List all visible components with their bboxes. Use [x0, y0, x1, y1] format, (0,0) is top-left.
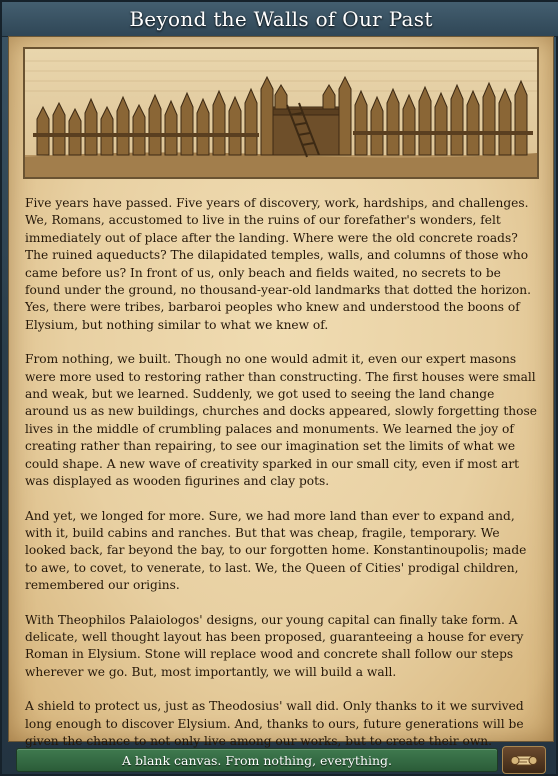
- event-footer: [8, 744, 554, 774]
- paragraph-3: And yet, we longed for more. Sure, we had more land than ever to expand and, with it, build cabins and ranches. But that was cheap, fragile, temporary. We looked back, far beyond the bay, to our forgotten home. Konstantinoupolis; made to awe, to covet, to venerate, to last. We, the Queen of Cities' prodigal children, remembered our origins.: [25, 508, 527, 593]
- parchment-panel: [8, 36, 554, 748]
- paragraph-5: A shield to protect us, just as Theodosius' wall did. Only thanks to it we survived long enough to discover Elysium. And, thanks to ours, future generations will be given the chance to not only live among our works, but to create their own.: [25, 699, 524, 748]
- event-option-button[interactable]: [16, 748, 498, 772]
- event-option-label: A blank canvas. From nothing, everything.: [121, 752, 393, 768]
- paragraph-4: With Theophilos Palaiologos' designs, our young capital can finally take form. A delicate, well thought layout has been proposed, guaranteeing a house for every Roman in Elysium. Stone will replace wood and concrete shall follow our steps wherever we go. But, most importantly, we will build a wall.: [25, 612, 524, 679]
- event-title: Beyond the Walls of Our Past: [129, 7, 433, 31]
- wooden-palisade-illustration: [25, 49, 537, 177]
- paragraph-2: From nothing, we built. Though no one would admit it, even our expert masons were more used to restoring rather than constructing. The first houses were small and weak, but we learned. Suddenly, we got used to seeing the land change around us as new buildings, churches and docks appeared, slowly forgetting those lives in the middle of crumbling palaces and monuments. We learned the joy of creating rather than repairing, to see our imagination set the limits of what we could shape. A new wave of creativity sparked in our small city, even if most art was displayed as wooden figurines and clay pots.: [25, 352, 537, 489]
- close-scroll-button[interactable]: [502, 746, 546, 774]
- event-illustration: [23, 47, 539, 179]
- paragraph-1: Five years have passed. Five years of discovery, work, hardships, and challenges. We, Romans, accustomed to live in the ruins of our forefather's wonders, felt immediately out of place after the landing. Where were the old concrete roads? The ruined aqueducts? The dilapidated temples, walls, and columns of those who came before us? In front of us, only beach and fields waited, no secrets to be found under the ground, no thousand-year-old landmarks that dotted the horizon. Yes, there were tribes, barbaroi peoples who knew and understood the boons of Elysium, but nothing similar to what we knew of.: [25, 196, 531, 332]
- event-description: [25, 195, 539, 767]
- title-bar: [2, 2, 558, 37]
- close-scroll-icon: [509, 751, 539, 769]
